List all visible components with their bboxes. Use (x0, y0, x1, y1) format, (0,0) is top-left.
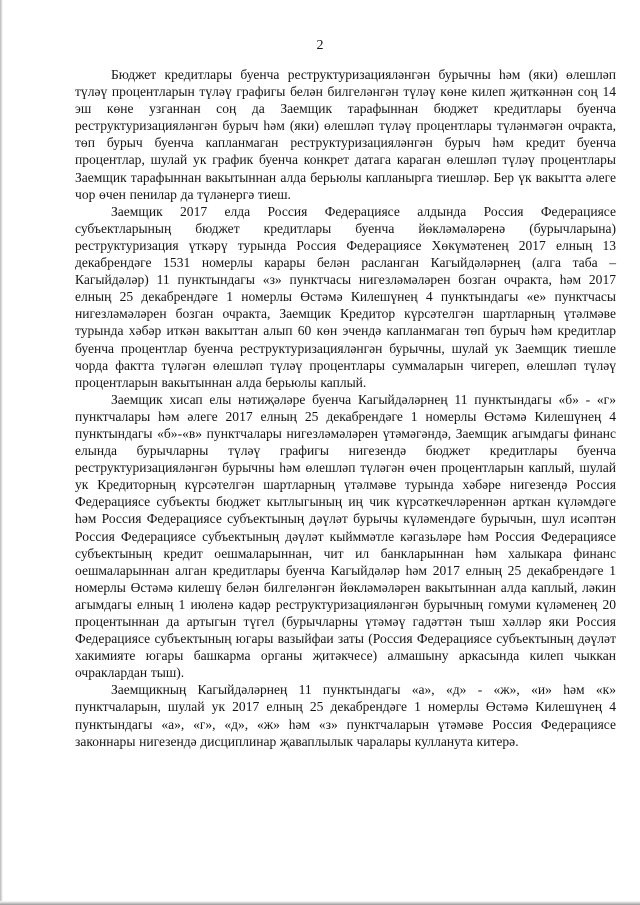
document-body (75, 66, 616, 750)
page-number: 2 (316, 38, 324, 53)
scan-left-edge (0, 0, 3, 905)
scan-bottom-edge (0, 901, 640, 905)
paragraph-annual-results: Заемщик хисап елы нәтиҗәләре буенча Кагыйдәләрнең 11 пунктындагы «б» - «г» пунктчалары һәм әлеге 2017 елның 25 декабрендәге 1 номерлы Өстәмә Килешүнең 4 пунктындагы «б»-«в» пунктчалары нигезләмәләрен үтәмәгәндә, Заемщик агымдагы финанс елында бурычларны түләү графигы нигезендә бюджет кредитлары буенча реструктуризацияләнгән бурычны һәм өлешләп түләгән өчен процентларын каплый, шулай ук Кредиторның күрсәтелгән шартларның үтәлмәве турында хәбәре нигезендә Россия Федерациясе субъекты бюджет кытлыгының иң чик күрсәткечләреннән арткан күләмдәге һәм Россия Федерациясе субъектының дәүләт бурычы күләмендәге бурычын, шул исәптән Россия Федерациясе субъектының дәүләт кыйммәтле кәгазьләре һәм Россия Федерациясе субъектының кредит оешмаларыннан, чит ил банкларыннан һәм халыкара финанс оешмаларыннан алган кредитлары буенча Кагыйдәләр һәм 2017 елның 25 декабрендәге 1 номерлы Өстәмә килешү белән билгеләнгән йөкләмәләрен вакытыннан алда каплый, ләкин агымдагы елның 1 июленә кадәр реструктуризацияләнгән бурычның гомуми күләменең 20 процентыннан да артыгын түгел (бурычларны үтәмәү гадәттән тыш хәлләр яки Россия Федерациясе субъектының югары вазыйфаи заты (Россия Федерациясе субъектының дәүләт хакимияте югары башкарма органы җитәкчесе) алмашыну аркасында килеп чыккан очраклардан тыш). (75, 391, 616, 681)
paragraph-disciplinary-liability: Заемщикның Кагыйдәләрнең 11 пунктындагы «а», «д» - «ж», «и» һәм «к» пунктчаларын, шулай ук 2017 елның 25 декабрендәге 1 номерлы Өстәмә Килешүнең 4 пунктындагы «а», «г», «д», «ж» һәм «з» пунктчаларын үтәмәве Россия Федерациясе законнары нигезендә дисциплинар җаваплылык чаралары кулланута китерә. (75, 682, 616, 749)
paragraph-rules-violation: Заемщик 2017 елда Россия Федерациясе алдында Россия Федерациясе субъектларының бюджет кредитлары буенча йөкләмәләренә (бурычларына) реструктуризация үткәрү турында Россия Федерациясе Хөкүмәтенең 2017 елның 13 декабрендәге 1531 номерлы карары белән расланган Кагыйдәләрнең (алга таба – Кагыйдәләр) 11 пунктындагы «з» пунктчасы нигезләмәләрен бозган очракта, һәм 2017 елның 25 декабрендәге 1 номерлы Өстәмә Килешүнең 4 пунктындагы «е» пунктчасы нигезләмәләрен бозган очракта, Заемщик Кредитор күрсәтелгән шартларның үтәлмәве турында хәбәр иткән вакыттан алып 60 көн эчендә капланмаган төп бурыч һәм кредитлар буенча процентлар буенча реструктуризацияләнгән бурычны, шулай ук Заемщик тиешле чорда фактта түләгән өлешләп түләү процентлары суммаларын чигереп, өлешләп түләү процентларын вакытыннан алда берьюлы каплый. (75, 203, 616, 390)
paragraph-repayment-schedule: Бюджет кредитлары буенча реструктуризацияләнгән бурычны һәм (яки) өлешләп түләү процентларын түләү графигы белән билгеләнгән түләү көне килеп җиткәннән соң 14 эш көне узганнан соң да Заемщик тарафыннан бюджет кредитлары буенча реструктуризацияләнгән бурыч һәм (яки) өлешләп түләү процентлары түләнмәгән очракта, төп бурыч буенча капланмаган реструктуризацияләнгән бурыч һәм кредит буенча процентлар, шулай ук график буенча конкрет датага караган өлешләп түләү процентлары Заемщик тарафыннан вакытыннан алда берьюлы капланырга тиешләр. Бер үк вакытта әлеге чор өчен пенилар да түләнергә тиеш. (75, 67, 616, 202)
